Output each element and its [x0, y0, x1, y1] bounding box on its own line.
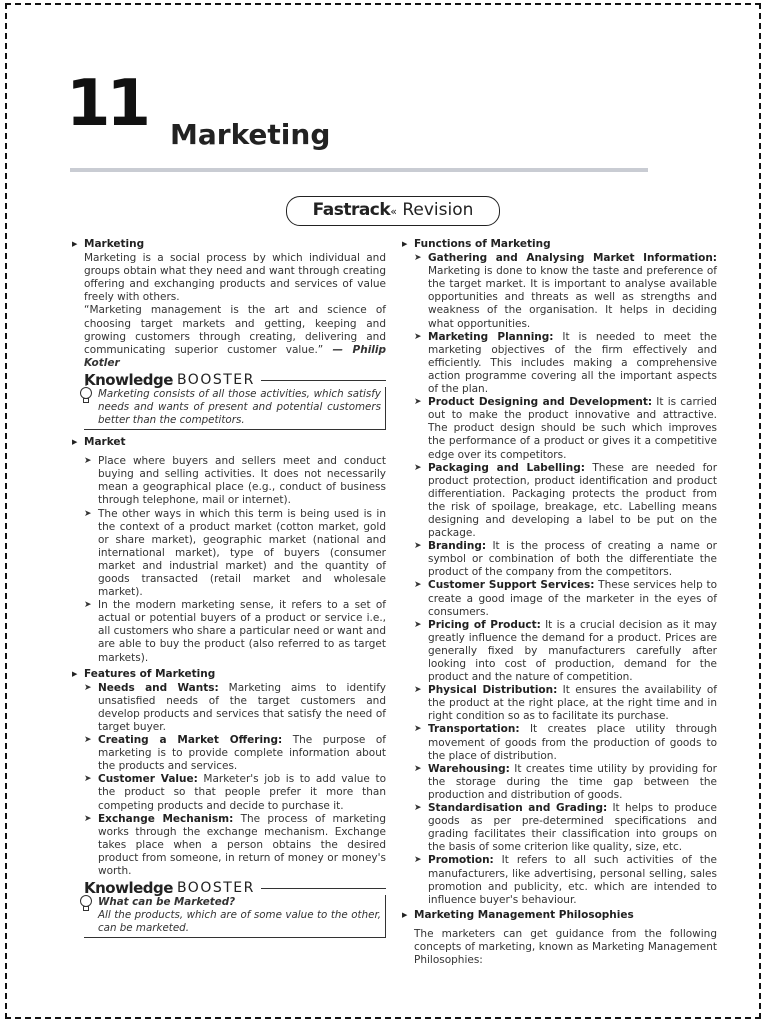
section-heading-marketing: ▶ Marketing [72, 238, 386, 251]
kb-title: Knowledge [84, 370, 173, 389]
knowledge-booster-1 [72, 370, 386, 430]
kb-divider [261, 888, 386, 889]
fastrack-revision-banner [286, 196, 500, 226]
banner-word: Revision [402, 200, 474, 220]
lightbulb-icon [78, 893, 94, 913]
lightbulb-icon [78, 385, 94, 405]
section-heading-features: ▶ Features of Marketing [72, 668, 386, 681]
section-heading-market: ▶ Market [72, 436, 386, 449]
feature-item: ➤ Customer Value: Marketer's job is to add value to the product so that people prefer it more than competing products and decide to purchase it. [72, 773, 386, 812]
kb-subtitle: BOOSTER [176, 371, 255, 388]
kotler-quote [72, 304, 386, 369]
kb-subtitle: BOOSTER [176, 880, 255, 897]
banner-brand: Fastrack [312, 200, 391, 220]
feature-item: ➤ Needs and Wants: Marketing aims to identify unsatisfied needs of the target customers and develop products and services that satisfy the need of target buyer. [72, 682, 386, 734]
kb-text: Marketing consists of all those activities, which satisfy needs and wants of present and potential customers better than the competitors. [98, 388, 381, 427]
market-item: ➤ In the modern marketing sense, it refers to a set of actual or potential buyers of a product or service i.e., all customers who share a particular need or want and are able to buy the product (also referred to as target markets). [72, 599, 386, 664]
right-column [402, 238, 717, 967]
function-item: ➤ Customer Support Services: These services help to create a good image of the marketer in the eyes of consumers. [402, 579, 717, 618]
marketing-definition: Marketing is a social process by which individual and groups obtain what they need and want through creating offering and exchanging products and services of value freely with others. [84, 252, 386, 304]
chevron-icon: « [390, 205, 397, 218]
section-heading-functions: ▶ Functions of Marketing [402, 238, 717, 251]
market-item: ➤ Place where buyers and sellers meet and conduct buying and selling activities. It does not necessarily mean a geographical place (e.g., conduct of business through telephone, mail or internet). [72, 455, 386, 507]
function-item: ➤ Promotion: It refers to all such activities of the manufacturers, like advertising, personal selling, sales promotion and publicity, etc. which are intended to influence buyer's behaviour. [402, 854, 717, 906]
function-item: ➤ Pricing of Product: It is a crucial decision as it may greatly influence the demand for a product. Prices are generally fixed by manufacturers carefully after looking into cost of production, demand for the product and the nature of competition. [402, 619, 717, 684]
kb-divider [261, 380, 386, 381]
function-item: ➤ Gathering and Analysing Market Information: Marketing is done to know the taste and preference of the target market. It is important to analyse available opportunities and threats as well as strengths and weakness of the organisation. It helps in deciding what opportunities. [402, 252, 717, 331]
function-item: ➤ Transportation: It creates place utility through movement of goods from the production of goods to the place of distribution. [402, 723, 717, 762]
function-item: ➤ Standardisation and Grading: It helps to produce goods as per pre-determined specifications and grading facilitates their classification into groups on the basis of some criterion like quality, size, etc. [402, 802, 717, 854]
quote-text: “Marketing management is the art and science of choosing target markets and getting, keeping and growing customers through creating, delivering and communicating superior customer value.” [84, 304, 386, 356]
chapter-title: Marketing [170, 118, 331, 151]
market-item: ➤ The other ways in which this term is being used is in the context of a product market (cotton market, gold or share market), geographic market (national and international market), type of buyers (consumer market and industrial market) and the quantity of goods transacted (retail market and wholesale market). [72, 508, 386, 600]
function-item: ➤ Packaging and Labelling: These are needed for product protection, product identification and product differentiation. Packaging protects the product from the risk of spoilage, breakage, etc. Labelling means designing and developing a label to be put on the package. [402, 462, 717, 541]
kb-text: All the products, which are of some value to the other, can be marketed. [98, 909, 381, 935]
knowledge-booster-2 [72, 879, 386, 938]
title-rule [70, 168, 648, 172]
function-item: ➤ Branding: It is the process of creating a name or symbol or combination of both the differentiate the product of the company from the competitors. [402, 540, 717, 579]
function-item: ➤ Warehousing: It creates time utility by providing for the storage during the time gap between the production and distribution of goods. [402, 763, 717, 802]
function-item: ➤ Physical Distribution: It ensures the availability of the product at the right place, at the right time and in right condition so as to facilitate its purchase. [402, 684, 717, 723]
section-heading-philosophies: ▶ Marketing Management Philosophies [402, 909, 717, 922]
philosophies-text: The marketers can get guidance from the following concepts of marketing, known as Marketing Management Philosophies: [414, 927, 717, 967]
left-column [72, 238, 386, 944]
kb-question: What can be Marketed? [98, 896, 236, 909]
function-item: ➤ Product Designing and Development: It is carried out to make the product innovative and attractive. The product design should be such which improves the performance of a product or gives it a competitive edge over its competitors. [402, 396, 717, 461]
quote-author: — Philip Kotler [84, 343, 387, 369]
kb-title: Knowledge [84, 879, 173, 898]
chapter-number: 11 [66, 67, 148, 141]
feature-item: ➤ Creating a Market Offering: The purpose of marketing is to provide complete information about the products and services. [72, 734, 386, 773]
feature-item: ➤ Exchange Mechanism: The process of marketing works through the exchange mechanism. Exchange takes place when a person obtains the desired product from someone, in return of money or money's worth. [72, 813, 386, 878]
function-item: ➤ Marketing Planning: It is needed to meet the marketing objectives of the firm effectively and efficiently. This includes making a comprehensive action programme covering all the important aspects of the plan. [402, 331, 717, 396]
